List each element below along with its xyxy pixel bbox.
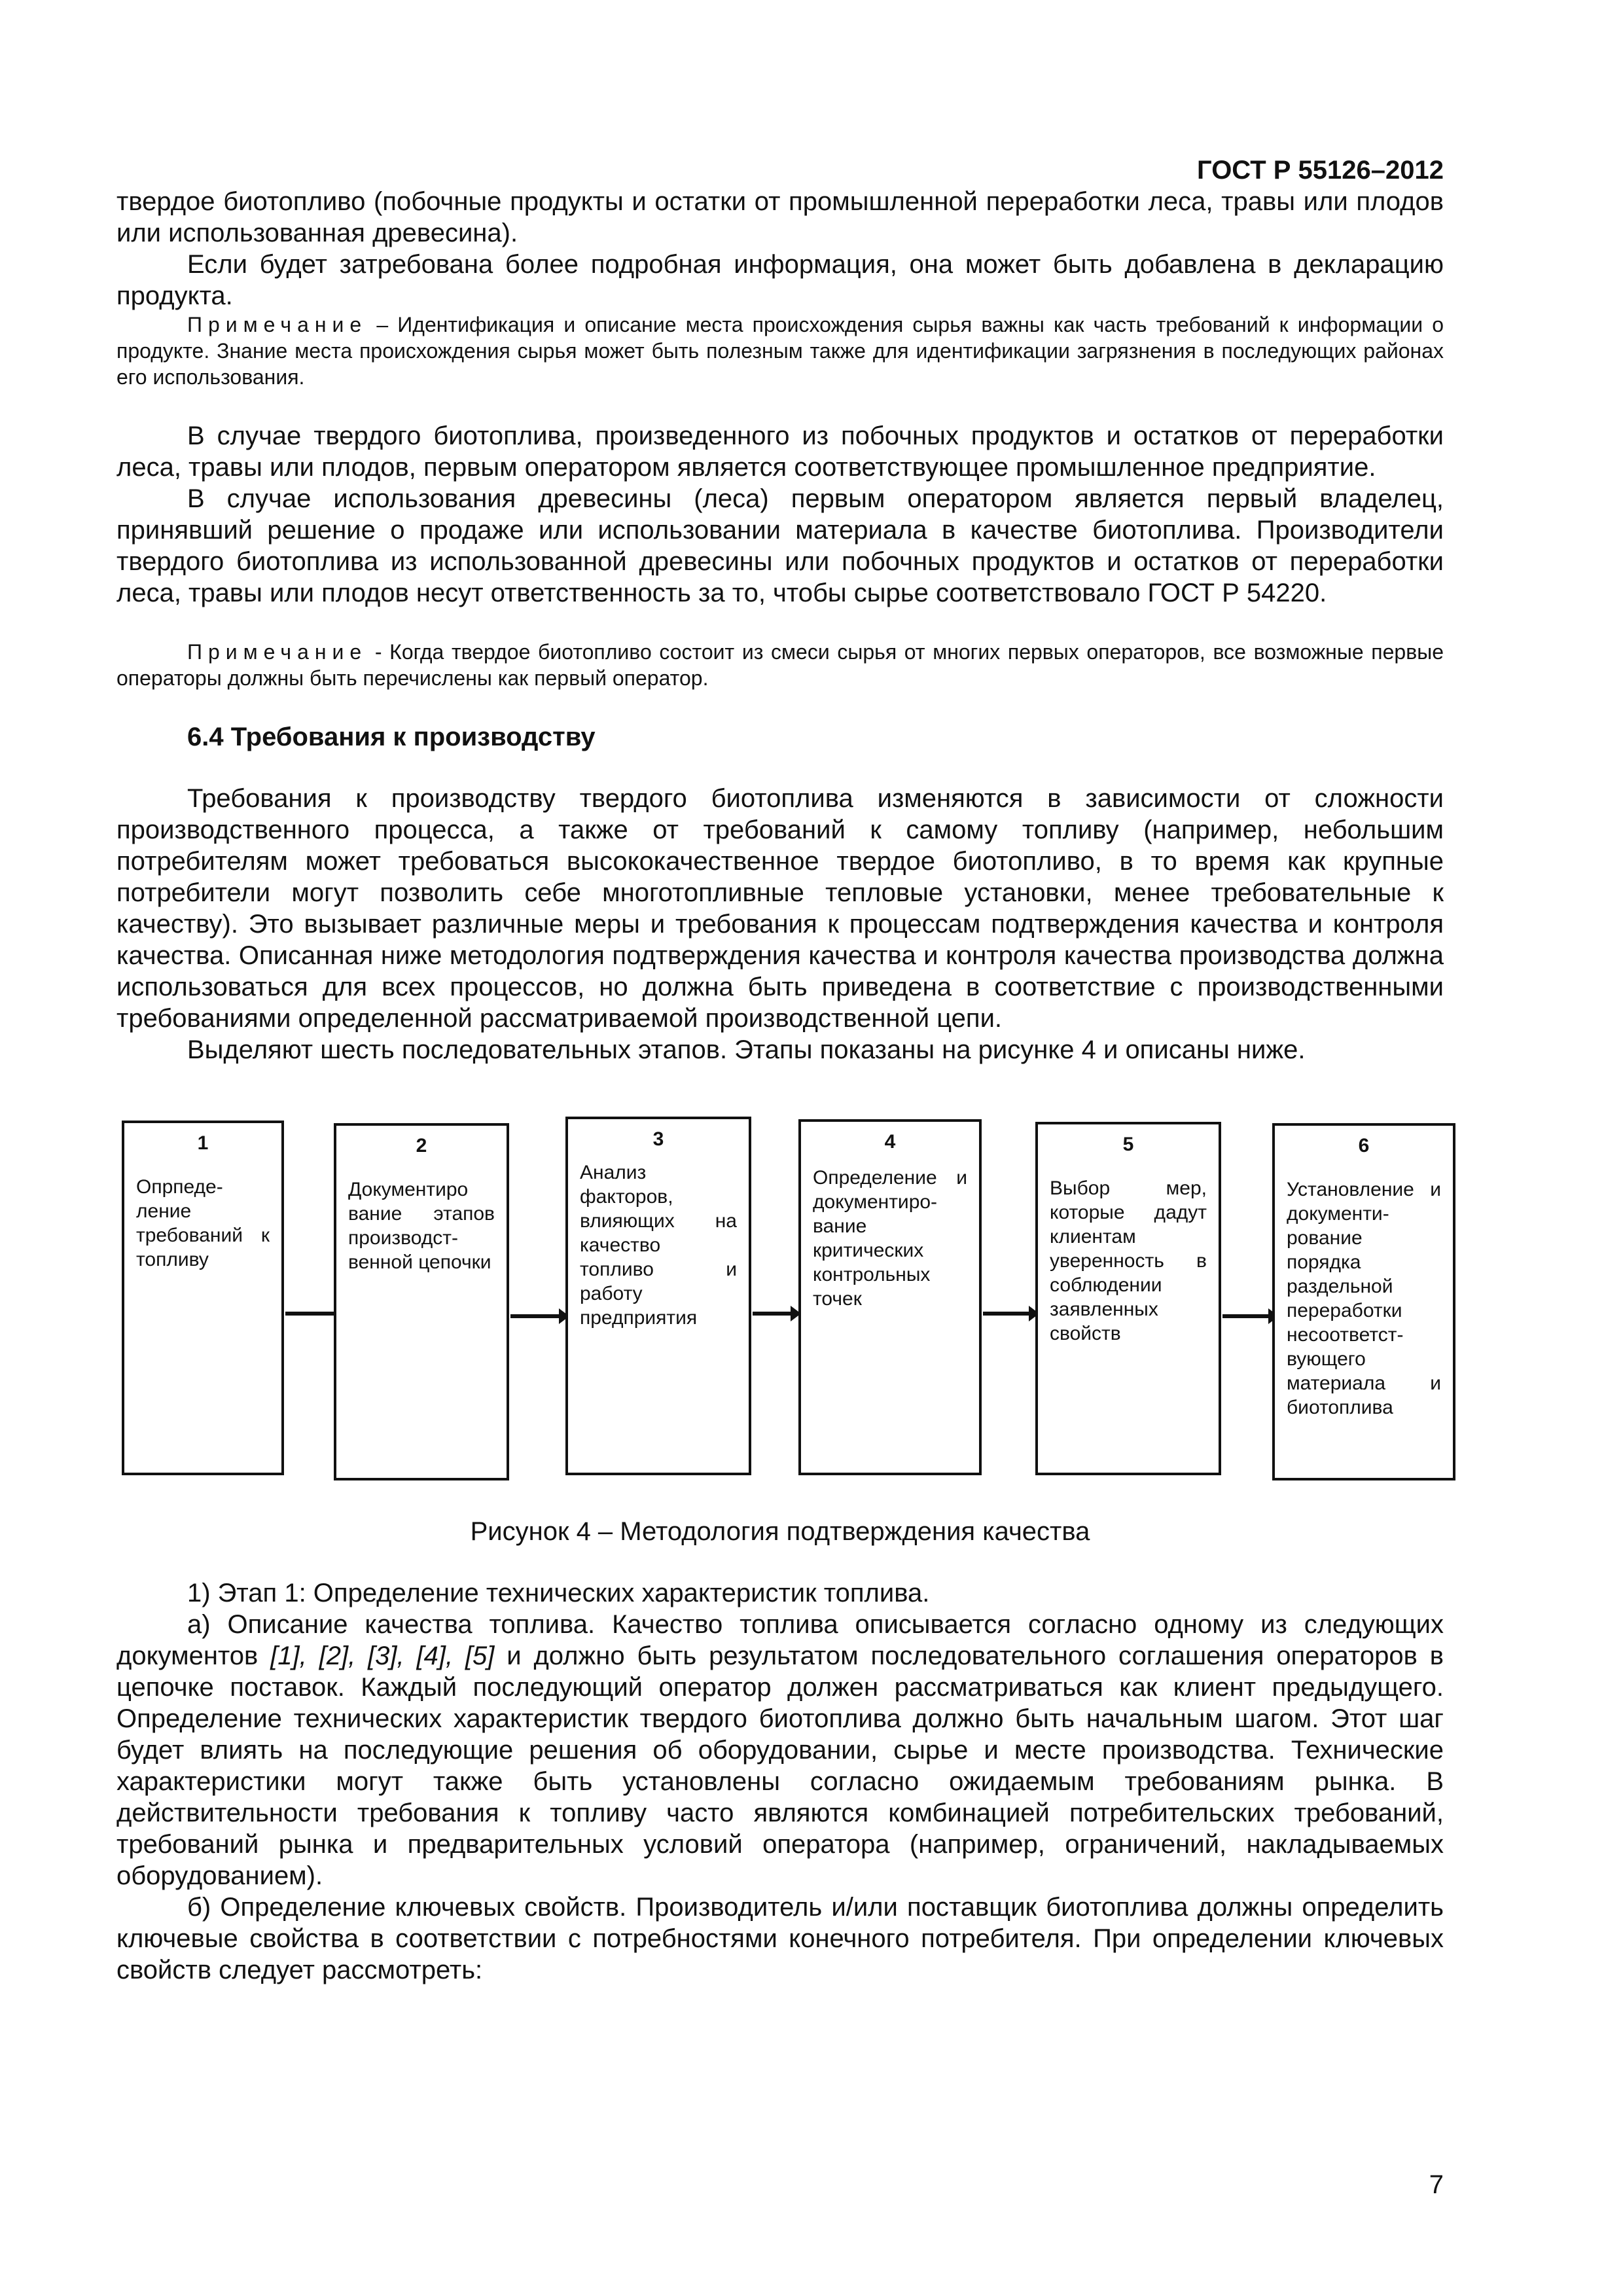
step-box-6: [1272, 1123, 1455, 1480]
step-box-4: [798, 1119, 982, 1475]
figure-caption: Рисунок 4 – Методология подтверждения качества: [470, 1517, 1090, 1546]
arrow-1-2: [285, 1312, 340, 1316]
step-box-5: [1035, 1122, 1221, 1475]
paragraph-5: Требования к производству твердого биотоплива изменяются в зависимости от сложности производственного процесса, а также от требований к самому топливу (например, небольшим потребителям может требоваться высококачественное твердое биотопливо, в то время как крупные потребители могут позволить себе многотопливные тепловые установки, менее требовательные к качеству). Это вызывает различные меры и требования к процессам подтверждения качества и контроля качества. Описанная ниже методология подтверждения качества и контроля качества производства должна использоваться для всех процессов, но должна быть приведена в соответствие с производственными требованиями определенной рассматриваемой производственной цепи.: [116, 784, 1444, 1033]
paragraph-7: 1) Этап 1: Определение технических характеристик топлива.: [187, 1579, 930, 1607]
step-3-number: 3: [652, 1128, 664, 1150]
section-title: 6.4 Требования к производству: [187, 723, 596, 751]
page-body: [116, 186, 1444, 1986]
paragraph-9: б) Определение ключевых свойств. Производитель и/или поставщик биотоплива должны определить ключевые свойства в соответствии с потребностями конечного потребителя. При определении ключевых свойств следует рассмотреть:: [116, 1893, 1444, 1984]
arrow-5-6: [1222, 1314, 1270, 1318]
paragraph-1: твердое биотопливо (побочные продукты и остатки от промышленной переработки леса, травы или плодов или использованная древесина).: [116, 187, 1444, 247]
step-5-text: Выбор мер, которые дадут клиентам уверенность в соблюдении заявленных свойств: [1050, 1177, 1207, 1344]
paragraph-8-part-a: а) Описание качества топлива. Качество топлива описывается согласно одному из следующих документов: [116, 1610, 1444, 1670]
note-1-text: – Идентификация и описание места происхождения сырья важны как часть требований к информации о продукте. Знание места происхождения сырья может быть полезным также для идентификации загрязнения в последующих районах его использования.: [116, 313, 1444, 389]
step-5-number: 5: [1122, 1134, 1134, 1155]
step-2-text: Документиро вание этапов производст-венной цепочки: [348, 1179, 495, 1273]
note-1-label: Примечание: [187, 313, 368, 336]
note-2-text: - Когда твердое биотопливо состоит из смеси сырья от многих первых операторов, все возможные первые операторы должны быть перечислены как первый оператор.: [116, 640, 1444, 690]
arrow-4-5: [983, 1312, 1030, 1316]
paragraph-4: В случае использования древесины (леса) первым оператором является первый владелец, принявший решение о продаже или использовании материала в качестве биотоплива. Производители твердого биотоплива из использованной древесины или побочных продуктов и остатков от переработки леса, травы или плодов несут ответственность за то, чтобы сырье соответствовало ГОСТ Р 54220.: [116, 484, 1444, 607]
note-2-label: Примечание: [187, 640, 368, 664]
document-header: ГОСТ Р 55126–2012: [1197, 156, 1444, 185]
step-4-text: Определение и документиро-вание критических контрольных точек: [813, 1167, 967, 1310]
paragraph-8-part-b: и должно быть результатом последовательного соглашения операторов в цепочке поставок. Каждый последующий оператор должен рассматриваться как клиент предыдущего. Определение технических характеристик твердого биотоплива должно быть начальным шагом. Этот шаг будет влиять на последующие решения об оборудовании, сырье и месте производства. Технические характеристики могут также быть установлены согласно ожидаемым требованиям рынка. В действительности требования к топливу часто являются комбинацией потребительских требований, требований рынка и предварительных условий оператора (например, ограничений, накладываемых оборудованием).: [116, 1641, 1444, 1890]
paragraph-2: Если будет затребована более подробная информация, она может быть добавлена в декларацию продукта.: [116, 250, 1444, 310]
paragraph-6: Выделяют шесть последовательных этапов. Этапы показаны на рисунке 4 и описаны ниже.: [187, 1035, 1306, 1064]
step-4-number: 4: [884, 1131, 896, 1153]
step-3-text: Анализ факторов, влияющих на качество топливо и работу предприятия: [580, 1162, 737, 1329]
step-6-text: Установление и документи-рование порядка раздельной переработки несоответст-вующего материала и биотоплива: [1287, 1179, 1441, 1418]
step-box-3: [565, 1117, 751, 1475]
paragraph-8: [116, 1609, 1444, 1892]
step-box-1: [122, 1121, 284, 1475]
step-box-2: [334, 1123, 509, 1480]
step-6-number: 6: [1358, 1135, 1370, 1157]
page-number: 7: [1429, 2170, 1444, 2199]
note-1: [116, 312, 1444, 390]
step-1-number: 1: [197, 1132, 209, 1154]
paragraph-8-references: [1], [2], [3], [4], [5]: [270, 1641, 495, 1670]
step-1-text: Опрпеде-ление требований к топливу: [136, 1176, 270, 1270]
step-2-number: 2: [416, 1135, 427, 1157]
arrow-2-3: [510, 1314, 560, 1318]
methodology-flowchart: [116, 1107, 1444, 1480]
arrow-3-4: [753, 1312, 792, 1316]
paragraph-3: В случае твердого биотоплива, произведенного из побочных продуктов и остатков от переработки леса, травы или плодов, первым оператором является соответствующее промышленное предприятие.: [116, 422, 1444, 482]
note-2: [116, 639, 1444, 691]
